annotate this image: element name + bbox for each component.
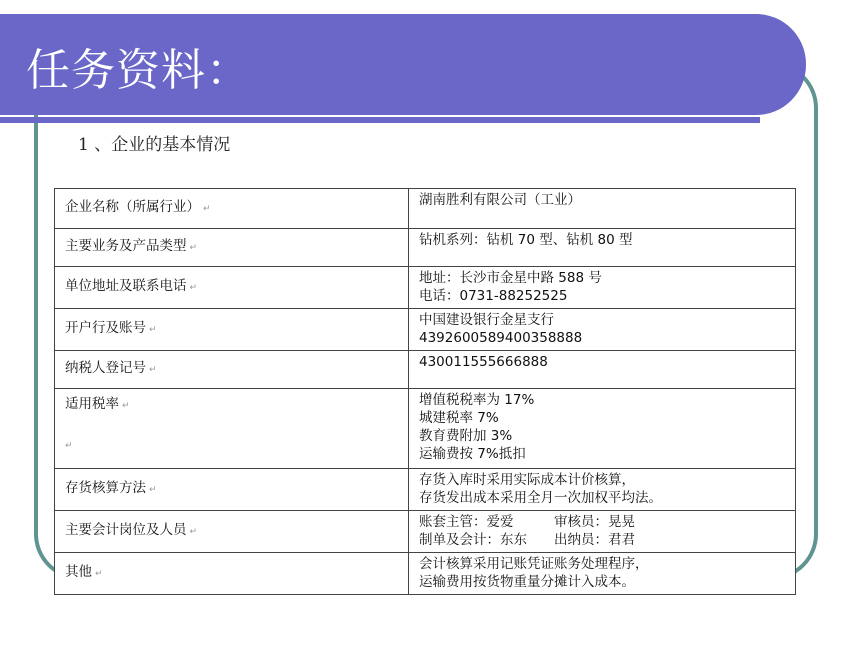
- row-label: 纳税人登记号 ↵: [55, 351, 409, 389]
- table-row: [55, 553, 796, 595]
- row-label: 开户行及账号 ↵: [55, 309, 409, 351]
- return-mark-icon: ↵: [203, 204, 211, 214]
- return-mark-icon: ↵: [65, 441, 73, 451]
- table-row: [55, 389, 796, 469]
- row-value: 430011555666888: [409, 351, 796, 389]
- row-label: 主要会计岗位及人员 ↵: [55, 511, 409, 553]
- row-value: 账套主管：爱爱 审核员：晃晃 制单及会计：东东 出纳员：君君: [409, 511, 796, 553]
- row-value: 会计核算采用记账凭证账务处理程序， 运输费用按货物重量分摊计入成本。: [409, 553, 796, 595]
- table-row: [55, 189, 796, 229]
- return-mark-icon: ↵: [149, 365, 157, 375]
- return-mark-icon: ↵: [149, 485, 157, 495]
- return-mark-icon: ↵: [189, 283, 198, 293]
- row-value: 中国建设银行金星支行 4392600589400358888: [409, 309, 796, 351]
- table-row: [55, 511, 796, 553]
- row-value: 钻机系列：钻机 70 型、钻机 80 型: [409, 229, 796, 267]
- return-mark-icon: ↵: [122, 401, 130, 411]
- return-mark-icon: ↵: [149, 325, 157, 335]
- return-mark-icon: ↵: [189, 243, 198, 253]
- section-heading: 1 、企业的基本情况: [78, 135, 231, 155]
- return-mark-icon: ↵: [95, 569, 103, 579]
- table-row: [55, 309, 796, 351]
- table-row: [55, 267, 796, 309]
- row-label: 企业名称（所属行业） ↵: [55, 189, 409, 229]
- row-label: 适用税率 ↵ ↵: [55, 389, 409, 469]
- row-label: 其他 ↵: [55, 553, 409, 595]
- row-value: 湖南胜利有限公司（工业）: [409, 189, 796, 229]
- row-label: 主要业务及产品类型 ↵: [55, 229, 409, 267]
- table-row: [55, 351, 796, 389]
- row-value: 存货入库时采用实际成本计价核算， 存货发出成本采用全月一次加权平均法。: [409, 469, 796, 511]
- row-label: 单位地址及联系电话 ↵: [55, 267, 409, 309]
- title-underline: [0, 117, 760, 123]
- row-value: 地址：长沙市金星中路 588 号 电话：0731-88252525: [409, 267, 796, 309]
- company-info-document: [54, 188, 796, 593]
- row-label: 存货核算方法 ↵: [55, 469, 409, 511]
- row-value: 增值税税率为 17% 城建税率 7% 教育费附加 3% 运输费按 7%抵扣: [409, 389, 796, 469]
- return-mark-icon: ↵: [189, 527, 198, 537]
- table-row: [55, 469, 796, 511]
- company-info-table: [54, 188, 796, 595]
- table-row: [55, 229, 796, 267]
- slide-title: 任务资料：: [26, 45, 251, 96]
